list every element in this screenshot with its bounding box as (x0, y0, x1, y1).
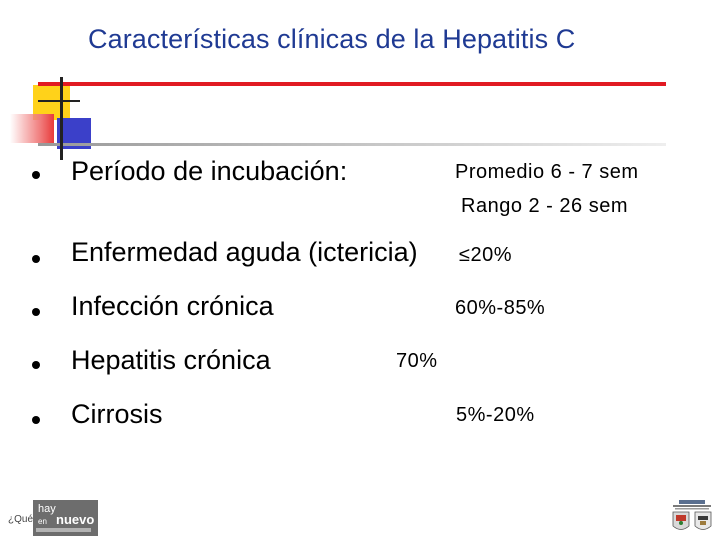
logo-text-hay: hay (38, 503, 56, 515)
bullet-icon (32, 308, 40, 316)
decorative-vertical-line (60, 77, 63, 160)
decorative-horizontal-line (38, 100, 80, 102)
list-item-subvalue (0, 189, 720, 219)
logo-tagline-bar (36, 528, 91, 532)
item-label: Infección crónica (71, 291, 274, 321)
item-label: Cirrosis (71, 399, 163, 429)
item-label: Hepatitis crónica (71, 345, 271, 375)
bullet-icon (32, 416, 40, 424)
list-item (0, 287, 720, 327)
item-value-secondary: Rango 2 - 26 sem (461, 195, 628, 217)
item-label: Período de incubación: (71, 156, 348, 186)
list-item (0, 341, 720, 381)
logo-text-nuevo: nuevo (56, 512, 95, 527)
slide-title: Características clínicas de la Hepatitis C (88, 24, 576, 54)
list-item (0, 152, 720, 192)
logo-text-en: en (38, 517, 47, 526)
decorative-red-gradient (10, 114, 54, 143)
item-value: ≤20% (459, 244, 513, 266)
institution-crest-icon (669, 500, 715, 536)
bullet-icon (32, 255, 40, 263)
divider-gray (38, 143, 666, 146)
item-value: 5%-20% (456, 404, 535, 426)
list-item (0, 233, 720, 273)
item-label: Enfermedad aguda (ictericia) (71, 237, 418, 267)
logo-text-prefix: ¿Qué (8, 514, 34, 525)
list-item (0, 395, 720, 435)
title-underline-red (38, 82, 666, 86)
item-value: 70% (396, 350, 438, 372)
item-value: 60%-85% (455, 297, 546, 319)
bullet-icon (32, 361, 40, 369)
item-value: Promedio 6 - 7 sem (455, 161, 639, 183)
bullet-icon (32, 171, 40, 179)
que-hay-nuevo-logo (8, 500, 98, 536)
